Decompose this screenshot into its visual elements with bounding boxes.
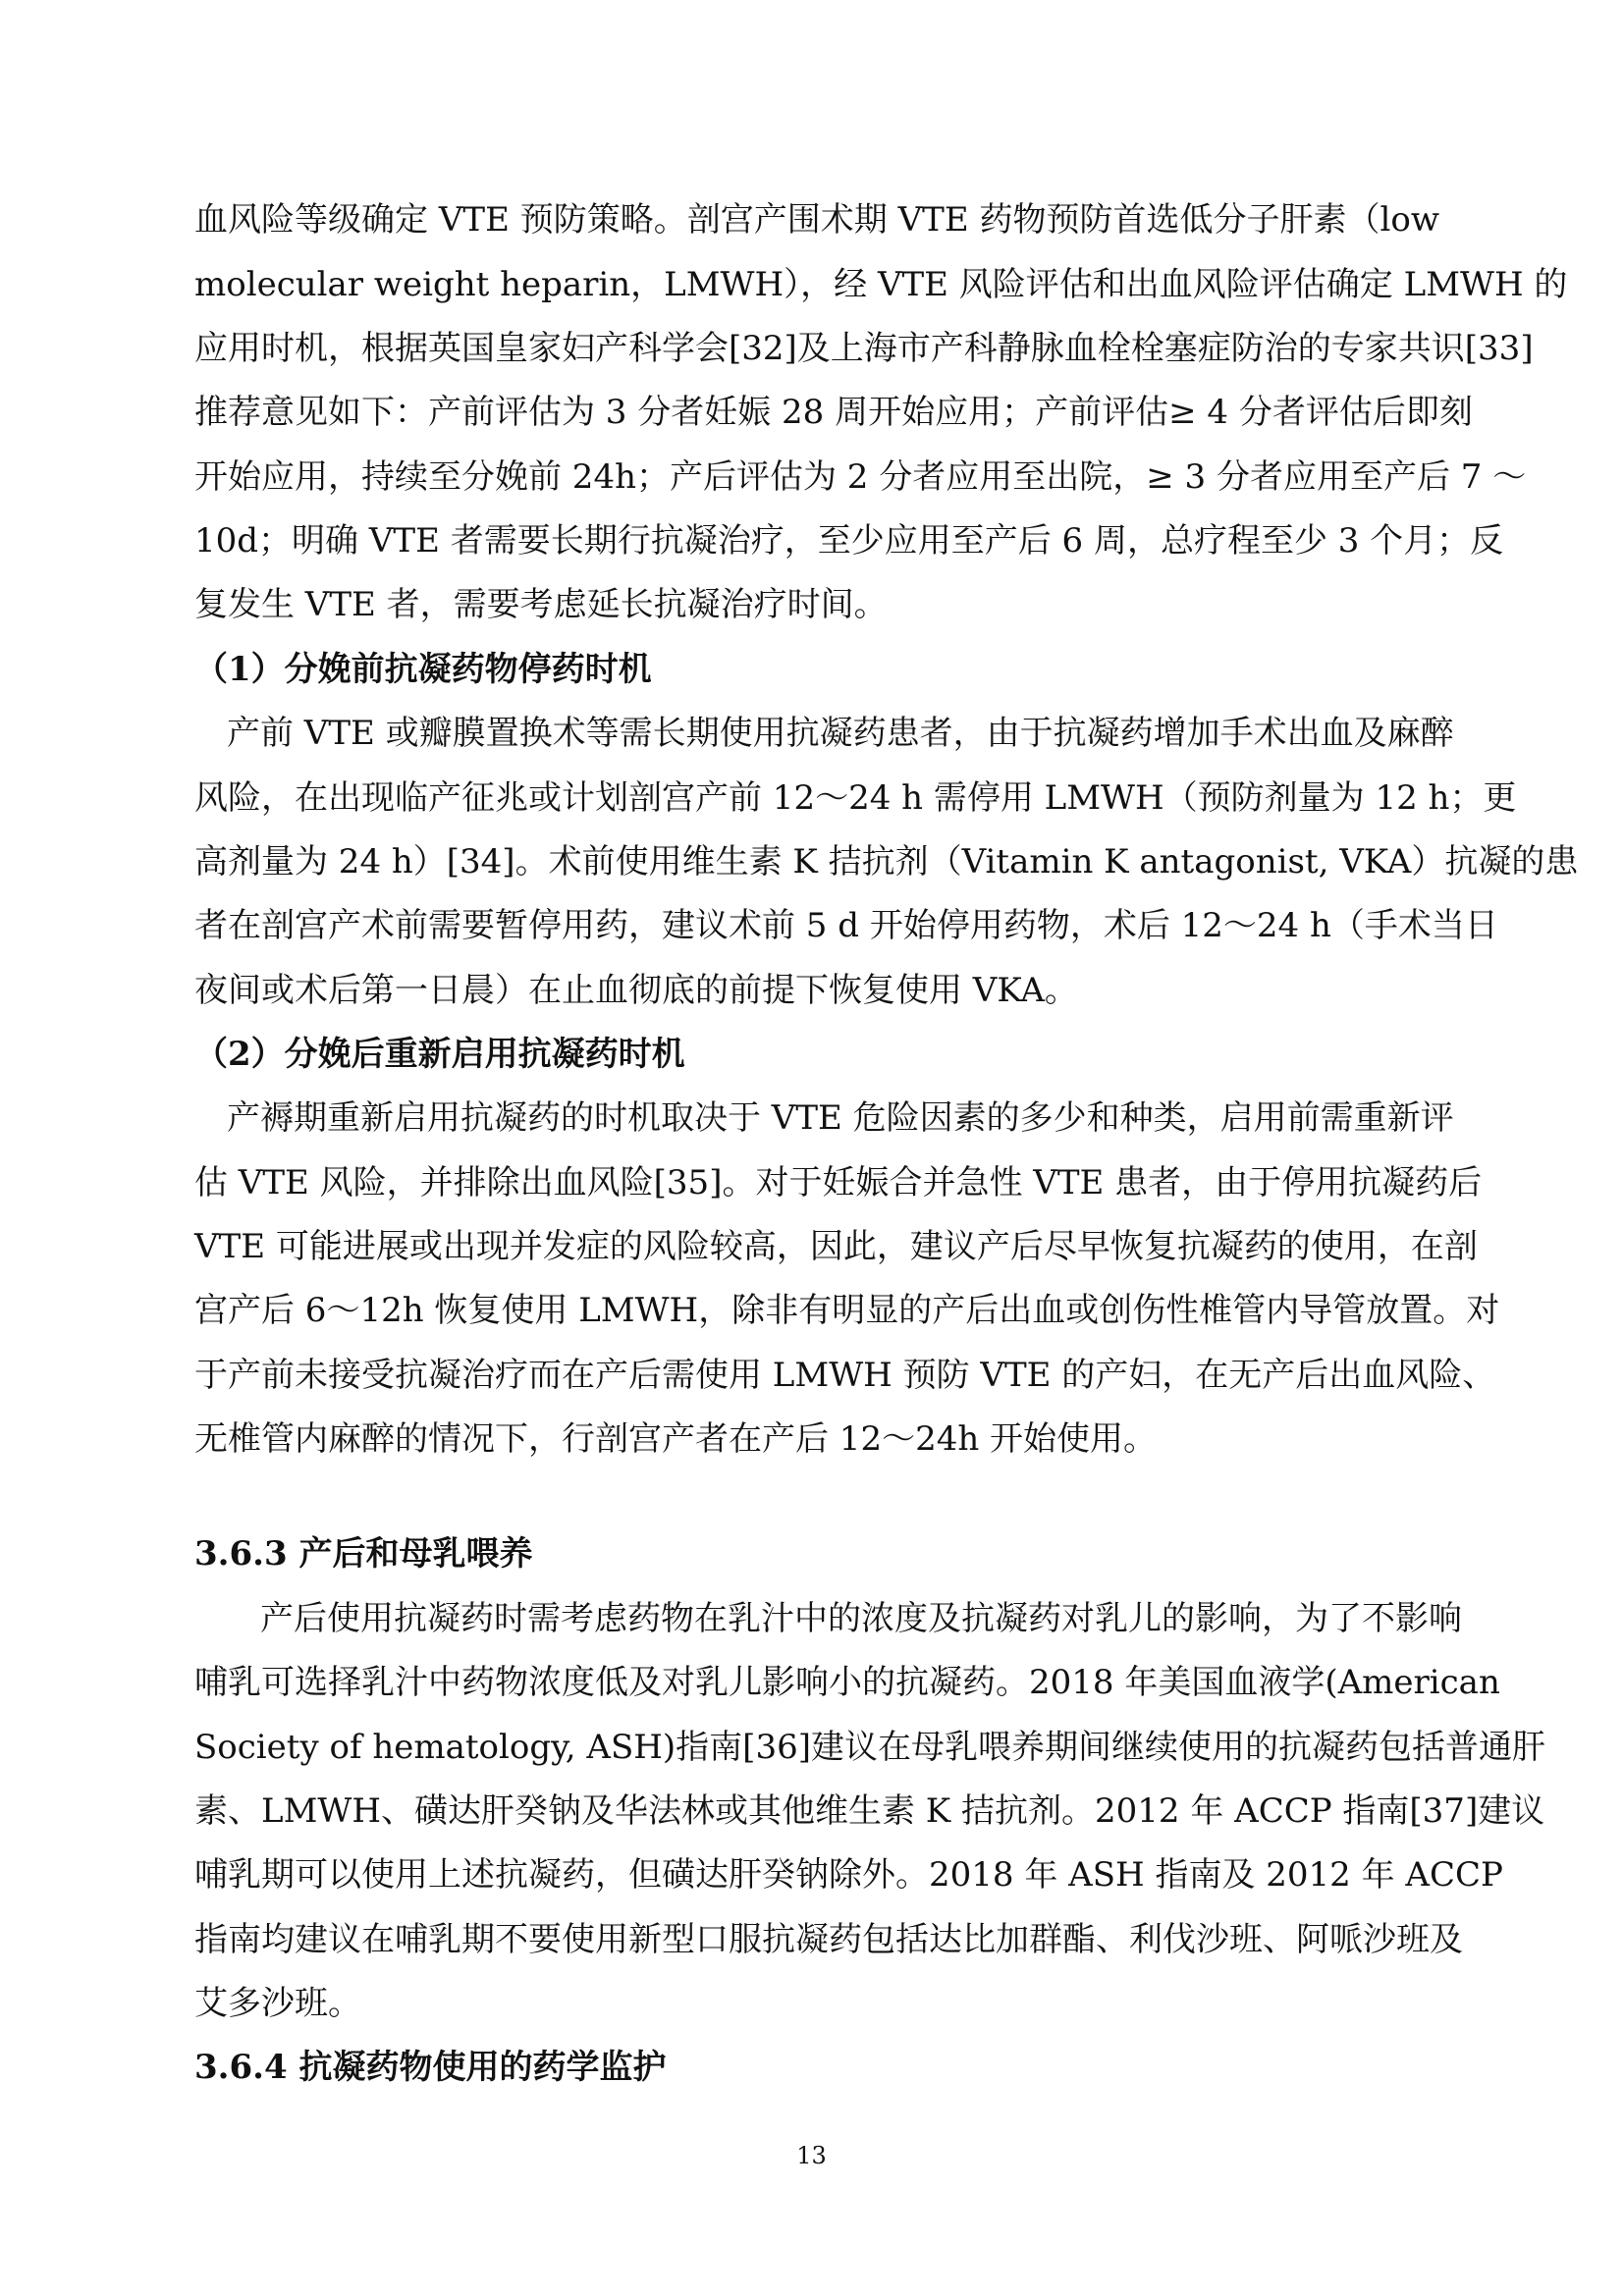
body-text-line: 估 VTE 风险，并排除出血风险[35]。对于妊娠合并急性 VTE 患者，由于停用抗凝药后 bbox=[194, 1163, 1483, 1202]
body-text-line: 哺乳期可以使用上述抗凝药，但磺达肝癸钠除外。2018 年 ASH 指南及 2012 年 ACCP bbox=[194, 1855, 1503, 1895]
body-text-line: 指南均建议在哺乳期不要使用新型口服抗凝药包括达比加群酯、利伐沙班、阿哌沙班及 bbox=[194, 1920, 1463, 1959]
section-heading: 3.6.4 抗凝药物使用的药学监护 bbox=[194, 2048, 667, 2087]
body-text-line: 无椎管内麻醉的情况下，行剖宫产者在产后 12～24h 开始使用。 bbox=[194, 1419, 1158, 1459]
body-text-line: 10d；明确 VTE 者需要长期行抗凝治疗，至少应用至产后 6 周，总疗程至少 3 个月；反 bbox=[194, 521, 1504, 561]
paragraph-first-line: 产后使用抗凝药时需考虑药物在乳汁中的浓度及抗凝药对乳儿的影响，为了不影响 bbox=[260, 1599, 1462, 1638]
paragraph-first-line: 产前 VTE 或瓣膜置换术等需长期使用抗凝药患者，由于抗凝药增加手术出血及麻醉 bbox=[227, 714, 1454, 753]
body-text-line: VTE 可能进展或出现并发症的风险较高，因此，建议产后尽早恢复抗凝药的使用，在剖 bbox=[194, 1227, 1478, 1266]
section-heading: （1）分娩前抗凝药物停药时机 bbox=[194, 650, 652, 689]
body-text-line: 应用时机，根据英国皇家妇产科学会[32]及上海市产科静脉血栓栓塞症防治的专家共识[33] bbox=[194, 329, 1534, 368]
body-text-line: 血风险等级确定 VTE 预防策略。剖宫产围术期 VTE 药物预防首选低分子肝素（low bbox=[194, 200, 1439, 240]
body-text-line: 素、LMWH、磺达肝癸钠及华法林或其他维生素 K 拮抗剂。2012 年 ACCP 指南[37]建议 bbox=[194, 1791, 1545, 1831]
section-heading: （2）分娩后重新启用抗凝药时机 bbox=[194, 1035, 685, 1074]
body-text-line: 于产前未接受抗凝治疗而在产后需使用 LMWH 预防 VTE 的产妇，在无产后出血风险、 bbox=[194, 1356, 1496, 1395]
body-text-line: 者在剖宫产术前需要暂停用药，建议术前 5 d 开始停用药物，术后 12～24 h（手术当日 bbox=[194, 906, 1498, 945]
body-text-line: 夜间或术后第一日晨）在止血彻底的前提下恢复使用 VKA。 bbox=[194, 971, 1078, 1010]
body-text-line: 艾多沙班。 bbox=[194, 1984, 361, 2023]
page-number: 13 bbox=[796, 2142, 827, 2169]
paragraph-first-line: 产褥期重新启用抗凝药的时机取决于 VTE 危险因素的多少和种类，启用前需重新评 bbox=[227, 1098, 1454, 1138]
body-text-line: molecular weight heparin，LMWH），经 VTE 风险评估和出血风险评估确定 LMWH 的 bbox=[194, 265, 1568, 304]
section-heading: 3.6.3 产后和母乳喂养 bbox=[194, 1534, 533, 1574]
body-text-line: 开始应用，持续至分娩前 24h；产后评估为 2 分者应用至出院，≥ 3 分者应用至产后 7 ～ bbox=[194, 457, 1527, 497]
body-text-line: 高剂量为 24 h）[34]。术前使用维生素 K 拮抗剂（Vitamin K antagonist, VKA）抗凝的患 bbox=[194, 842, 1579, 881]
body-text-line: 哺乳可选择乳汁中药物浓度低及对乳儿影响小的抗凝药。2018 年美国血液学(American bbox=[194, 1663, 1500, 1702]
body-text-line: Society of hematology, ASH)指南[36]建议在母乳喂养期间继续使用的抗凝药包括普通肝 bbox=[194, 1728, 1545, 1767]
body-text-line: 风险，在出现临产征兆或计划剖宫产前 12～24 h 需停用 LMWH（预防剂量为 12 h；更 bbox=[194, 778, 1517, 818]
body-text-line: 推荐意见如下：产前评估为 3 分者妊娠 28 周开始应用；产前评估≥ 4 分者评估后即刻 bbox=[194, 393, 1473, 432]
body-text-line: 复发生 VTE 者，需要考虑延长抗凝治疗时间。 bbox=[194, 585, 888, 624]
body-text-line: 宫产后 6～12h 恢复使用 LMWH，除非有明显的产后出血或创伤性椎管内导管放置。对 bbox=[194, 1291, 1500, 1330]
